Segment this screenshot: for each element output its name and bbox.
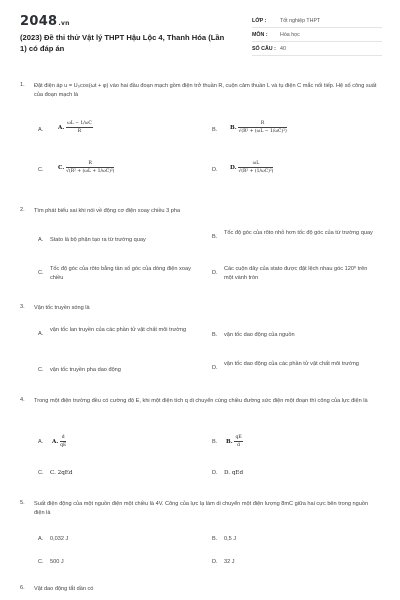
question-text: Vận tốc truyền sóng là: [34, 305, 90, 311]
option-letter: D.: [212, 167, 218, 173]
option-formula: A. $\frac{d}{qE}$: [52, 435, 67, 448]
option-1b[interactable]: [212, 120, 382, 144]
meta-key: LỚP :: [252, 17, 267, 24]
option-letter: A.: [38, 237, 44, 243]
option-5d[interactable]: [212, 558, 372, 568]
question-2: [20, 207, 382, 217]
option-2d[interactable]: [212, 265, 382, 285]
option-letter: D.: [212, 559, 218, 565]
option-text: C. 2qEd: [50, 470, 73, 476]
option-letter: A.: [38, 127, 44, 133]
option-text: vận tốc dao động của các phần tử vật chất môi trường: [224, 361, 359, 367]
option-text: vận tốc dao động của nguồn: [224, 332, 295, 338]
option-formula: B. $\frac{R}{\text{√(R² + (ωL − 1/ωC)²)}}$: [230, 121, 287, 134]
option-formula: A. $\frac{\omega L - 1/\omega C}{R}$: [58, 121, 92, 134]
option-letter: B.: [212, 439, 218, 445]
option-text: Stato là bộ phận tạo ra từ trường quay: [50, 237, 146, 243]
option-letter: D.: [212, 365, 218, 371]
question-number: 3.: [20, 304, 25, 310]
option-text: vận tốc truyền pha dao động: [50, 367, 121, 373]
question-5: [20, 500, 382, 520]
meta-row-class: [252, 14, 382, 28]
option-letter: C.: [38, 270, 44, 276]
option-4b[interactable]: [212, 434, 372, 452]
question-text: Vật dao động tắt dần có: [34, 586, 94, 592]
meta-key: MÔN :: [252, 31, 268, 38]
question-number: 5.: [20, 500, 25, 506]
option-5b[interactable]: [212, 535, 372, 545]
option-letter: B.: [212, 536, 218, 542]
option-4a[interactable]: [38, 434, 198, 452]
option-letter: D.: [212, 270, 218, 276]
option-formula: C. $\frac{R}{\text{√(R² + (ωL + 1/ωC)²)}}$: [58, 161, 115, 174]
question-6: [20, 585, 382, 595]
option-3d[interactable]: [212, 360, 382, 380]
option-text: 0,032 J: [50, 536, 69, 542]
option-3b[interactable]: [212, 331, 382, 341]
option-letter: A.: [38, 439, 44, 445]
option-formula: D. $\frac{\omega L}{\text{√(R² + (1/ωC)²)}}$: [230, 161, 274, 174]
option-letter: C.: [38, 167, 44, 173]
question-text: Trong một điện trường đều có cường độ E, khi một điện tích q di chuyển cùng chiều đường sức điện một đoạn thì công của lực điện là: [34, 398, 368, 404]
logo-main: 2048: [20, 14, 58, 29]
option-text: D. qEd: [224, 470, 244, 476]
question-1: [20, 82, 382, 102]
exam-title: (2023) Đề thi thử Vật lý THPT Hậu Lộc 4, Thanh Hóa (Lần 1) có đáp án: [20, 33, 225, 53]
question-number: 2.: [20, 207, 25, 213]
question-number: 1.: [20, 82, 25, 88]
question-3: [20, 304, 382, 314]
option-5c[interactable]: [38, 558, 198, 568]
question-text: Tìm phát biểu sai khi nói về động cơ điện xoay chiều 3 pha: [34, 208, 181, 214]
option-letter: A.: [38, 536, 44, 542]
meta-key: SỐ CÂU :: [252, 45, 276, 52]
option-formula: B. $\frac{qE}{d}$: [226, 435, 242, 448]
option-5a[interactable]: [38, 535, 198, 545]
option-letter: C.: [38, 367, 44, 373]
option-2a[interactable]: [38, 236, 198, 252]
question-text: Đặt điện áp u = U₀cos(ωt + φ) vào hai đầu đoạn mạch gồm điện trở thuần R, cuộn cảm thuần L và tụ điện C mắc nối tiếp. Hệ số công suất của đoạn mạch là: [34, 83, 377, 98]
option-1d[interactable]: [212, 160, 382, 184]
question-number: 6.: [20, 585, 25, 591]
meta-value: Tốt nghiệp THPT: [280, 17, 321, 24]
option-text: 0,5 J: [224, 536, 237, 542]
option-text: vận tốc lan truyền của các phần tử vật chất môi trường: [50, 327, 187, 333]
option-letter: C.: [38, 470, 44, 476]
option-3c[interactable]: [38, 366, 208, 376]
option-letter: C.: [38, 559, 44, 565]
option-text: 32 J: [224, 559, 235, 565]
question-4: [20, 397, 382, 417]
option-text: Các cuộn dây của stato được đặt lệch nhau góc 120⁰ trên một vành tròn: [224, 266, 368, 281]
option-letter: B.: [212, 332, 218, 338]
option-2c[interactable]: [38, 265, 208, 285]
logo-suffix: .vn: [58, 20, 70, 27]
option-letter: D.: [212, 470, 218, 476]
option-3a[interactable]: [38, 326, 208, 346]
question-text: Suất điện động của một nguồn điện một chiều là 4V. Công của lực lạ làm di chuyển một điện lượng 8mC giữa hai cực bên trong nguồn điện là: [34, 501, 369, 516]
meta-row-count: [252, 42, 382, 56]
option-text: Tốc độ góc của rôto bằng tần số góc của dòng điện xoay chiều: [50, 266, 191, 281]
option-letter: B.: [212, 127, 218, 133]
option-letter: A.: [38, 331, 44, 337]
option-2b[interactable]: [212, 229, 382, 249]
meta-value: Hóa học: [280, 31, 300, 38]
site-logo[interactable]: [20, 14, 70, 29]
option-text: Tốc độ góc của rôto nhỏ hơn tốc độ góc của từ trường quay: [224, 230, 373, 236]
option-4c[interactable]: [38, 469, 198, 479]
meta-row-subject: [252, 28, 382, 42]
option-1c[interactable]: [38, 160, 198, 184]
option-4d[interactable]: [212, 469, 372, 479]
option-letter: B.: [212, 234, 218, 240]
option-1a[interactable]: [38, 120, 198, 142]
option-text: 500 J: [50, 559, 64, 565]
exam-meta-table: [252, 14, 382, 56]
meta-value: 40: [280, 45, 286, 52]
question-number: 4.: [20, 397, 25, 403]
